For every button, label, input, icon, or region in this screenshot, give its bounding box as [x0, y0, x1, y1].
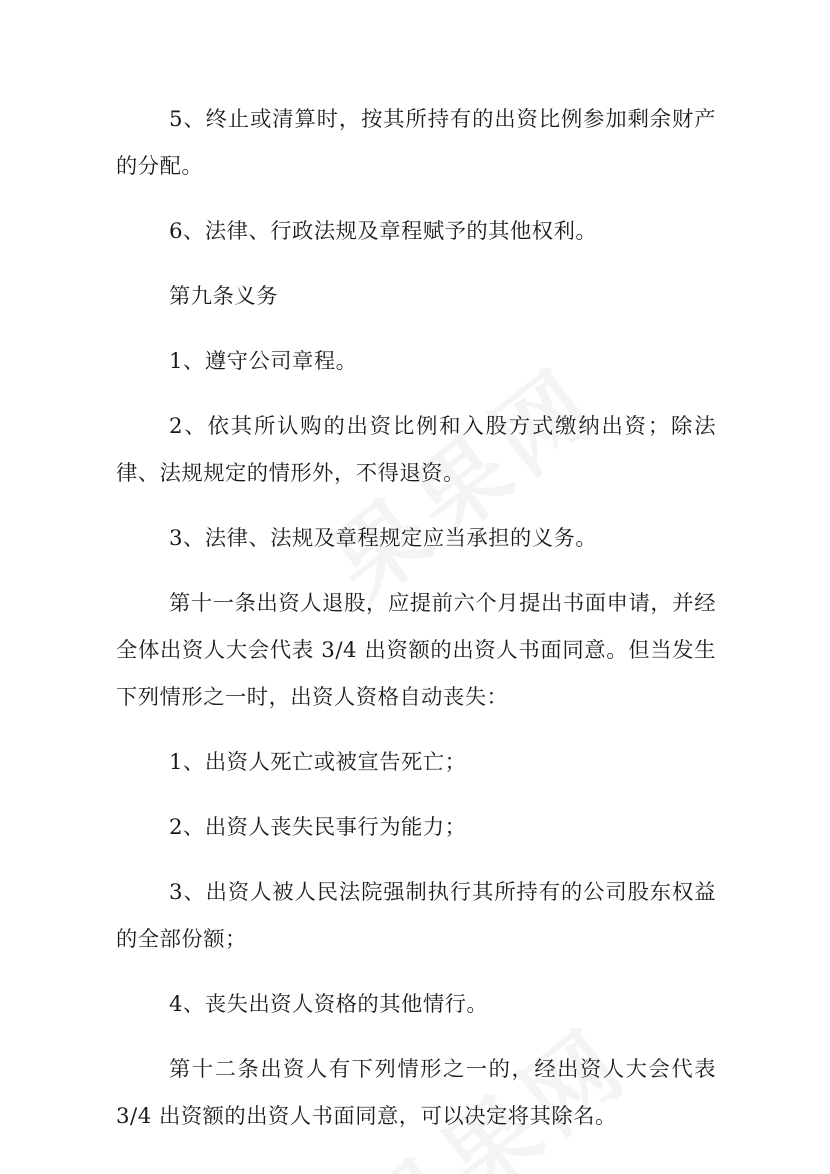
paragraph-clause-5-liquidation: 5、终止或清算时，按其所持有的出资比例参加剩余财产的分配。: [116, 107, 716, 179]
paragraph-article-11-item-4: 4、丧失出资人资格的其他情行。: [169, 992, 489, 1017]
paragraph-obligation-3: 3、法律、法规及章程规定应当承担的义务。: [169, 526, 598, 551]
paragraph-article-12: 第十二条出资人有下列情形之一的，经出资人大会代表 3/4 出资额的出资人书面同意，可以决定将其除名。: [116, 1057, 716, 1129]
paragraph-obligation-2: 2、依其所认购的出资比例和入股方式缴纳出资；除法律、法规规定的情形外，不得退资。: [116, 414, 716, 486]
paragraph-obligation-1: 1、遵守公司章程。: [169, 349, 358, 374]
paragraph-article-11-item-3: 3、出资人被人民法院强制执行其所持有的公司股东权益的全部份额；: [116, 880, 716, 952]
document-body: [116, 96, 716, 1140]
section-heading-article-9: 第九条义务: [169, 284, 278, 309]
paragraph-article-11-item-2: 2、出资人丧失民事行为能力；: [169, 815, 467, 840]
paragraph-article-11: 第十一条出资人退股，应提前六个月提出书面申请，并经全体出资人大会代表 3/4 出资额的出资人书面同意。但当发生下列情形之一时，出资人资格自动丧失：: [116, 591, 716, 710]
paragraph-clause-6-other-rights: 6、法律、行政法规及章程赋予的其他权利。: [169, 219, 598, 244]
paragraph-article-11-item-1: 1、出资人死亡或被宣告死亡；: [169, 750, 467, 775]
